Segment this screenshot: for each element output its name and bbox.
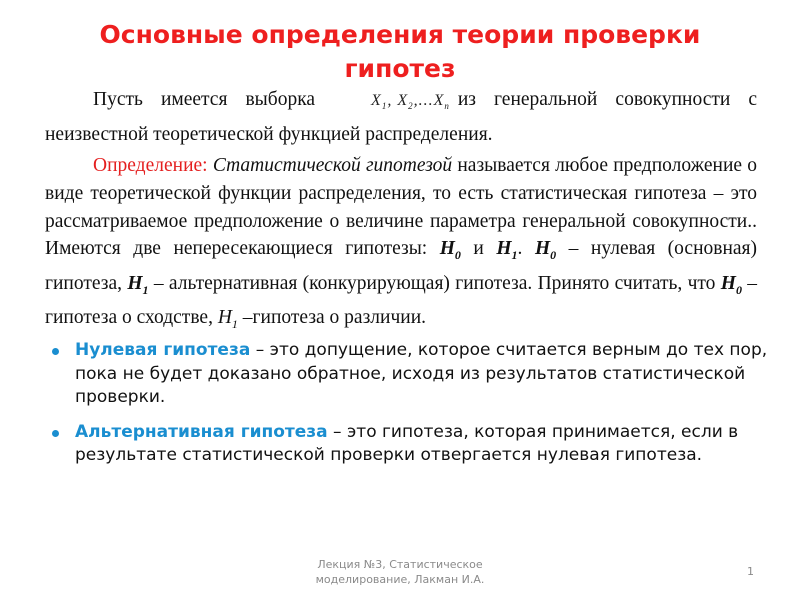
bullet-text: – это гипотеза, которая принимается, если в результате статистической проверки отвергается нулевая гипотеза.: [75, 421, 739, 465]
list-item: [48, 339, 768, 410]
footer-line-2: моделирование, Лакман И.А.: [315, 573, 485, 586]
sample-intro-text: Пусть имеется выборка: [93, 89, 316, 110]
h0-symbol-2: $H_0$: [534, 238, 557, 263]
slide-body: [45, 86, 757, 343]
h1-symbol-3: $H_1$: [217, 307, 238, 332]
alt-hypothesis-text: – альтернативная (конкурирующая) гипотеза. Принято считать, что: [153, 272, 716, 294]
bullet-term: Альтернативная гипотеза: [75, 421, 328, 442]
null-hypothesis-text: – нулевая (основная) гипотеза,: [45, 238, 758, 294]
definition-term: Статистической гипотезой: [212, 155, 453, 177]
definition-label: Определение:: [93, 155, 208, 177]
footer-line-1: Лекция №3, Статистическое: [317, 558, 483, 571]
slide-footer: [290, 557, 510, 587]
sample-outro-text: из генеральной совокупности с неизвестной теоретической функцией распределения.: [45, 89, 758, 145]
slide-title: Основные определения теории проверки гипотез: [99, 20, 701, 83]
page-number: 1: [747, 565, 754, 578]
definition-text: называется любое предположение о виде теоретической функции распределения, то есть статистическая гипотеза – это рассматриваемое предположение о величине параметра генеральной совокупности.. Имеются две непересекающиеся гипотезы:: [45, 155, 758, 260]
bullet-term: Нулевая гипотеза: [75, 340, 251, 360]
similarity-text: –гипотеза о сходстве,: [45, 272, 758, 329]
h1-symbol-2: $H_1$: [127, 272, 149, 297]
bullet-text: – это допущение, которое считается верным до тех пор, пока не будет доказано обратное, исходя из результатов статистической проверки.: [75, 340, 768, 407]
bullet-dot-icon: [52, 430, 59, 437]
list-item: [48, 421, 768, 468]
paragraph-definition: Определение: Статистической гипотезой называется любое предположение о виде теоретической функции распределения, то есть статистическая гипотеза – это рассматриваемое предположение о величине параметра генеральной совокупности.. Имеются две непересекающиеся гипотезы: $H_0$ и $H_1$. $H_0$ – нулевая (основная) гипотеза, $H_1$ – альтернативная (конкурирующая) гипотеза. Принято считать, что $H_0$ –гипотеза о сходстве, $H_1$ –гипотеза о различии.: [45, 155, 758, 332]
difference-text: –гипотеза о различии.: [242, 307, 427, 329]
sample-formula: $X_1$, $X_2,...X_n$: [371, 92, 450, 112]
h0-symbol: $H_0$: [439, 238, 461, 263]
bullet-list: [48, 339, 768, 479]
h1-symbol: $H_1$: [496, 238, 518, 263]
and-word: и: [473, 238, 484, 260]
paragraph-sample: [45, 86, 757, 148]
h0-symbol-3: $H_0$: [720, 272, 742, 297]
bullet-dot-icon: [52, 348, 59, 355]
